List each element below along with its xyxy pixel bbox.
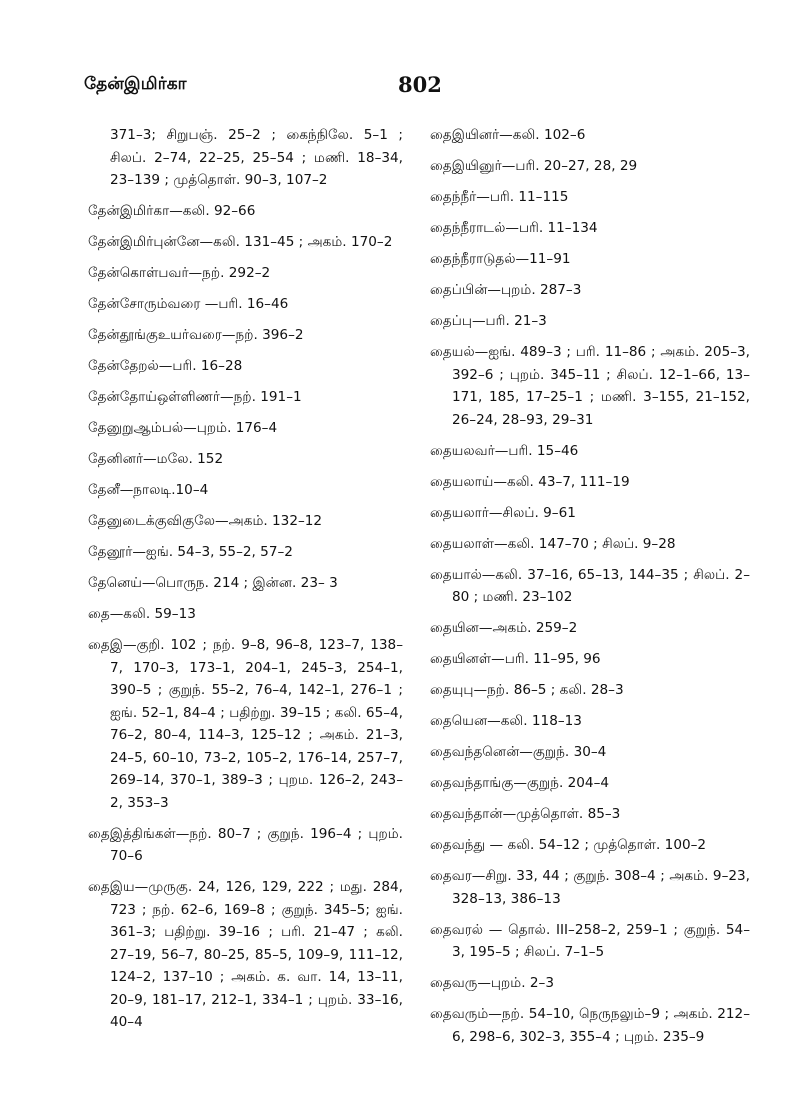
index-entry: தை—கலி. 59–13 xyxy=(88,606,196,622)
index-entry: தைவர—சிறு. 33, 44 ; குறுந். 308–4 ; அகம். 9–23, 328–13, 386–13 xyxy=(430,868,750,907)
page-number: 802 xyxy=(398,72,442,97)
index-entry: தேனுறுஆம்பல்—புறம். 176–4 xyxy=(88,420,278,436)
index-entry: தேனெய்—பொருந. 214 ; இன்ன. 23– 3 xyxy=(88,575,338,591)
index-entry: தைந்நீராடல்—பரி. 11–134 xyxy=(430,220,598,236)
right-column xyxy=(430,124,750,1057)
index-entry: தேனுடைக்குவிகுலே—அகம். 132–12 xyxy=(88,513,323,529)
index-entry: தைந்நீராடுதல்—11–91 xyxy=(430,251,571,267)
index-entry: 371–3; சிறுபஞ். 25–2 ; கைந்நிலே. 5–1 ; சிலப். 2–74, 22–25, 25–54 ; மணி. 18–34, 23–139 ; முத்தொள். 90–3, 107–2 xyxy=(110,127,403,188)
index-entry: தையின—அகம். 259–2 xyxy=(430,620,578,636)
index-entry: தையலாய்—கலி. 43–7, 111–19 xyxy=(430,473,630,490)
index-entry: தேன்தேறல்—பரி. 16–28 xyxy=(88,358,243,374)
index-entry: தைப்பின்—புறம். 287–3 xyxy=(430,282,582,298)
index-entry: தேன்இமிர்புன்னே—கலி. 131–45 ; அகம். 170–2 xyxy=(88,234,393,250)
index-entry: தையலவர்—பரி. 15–46 xyxy=(430,442,579,459)
index-entry: தைஇய—முருகு. 24, 126, 129, 222 ; மது. 284, 723 ; நற். 62–6, 169–8 ; குறுந். 345–5; ஐங். 361–3; பதிற்று. 39–16 ; பரி. 21–47 ; கலி. 27–19, 56–7, 80–25, 85–5, 109–9, 111–12, 124–2, 137–10 ; அகம். க. வா. 14, 13–11, 20–9, 181–17, 212–1, 334–1 ; புறம். 33–16, 40–4 xyxy=(88,879,403,1030)
index-entry: தைவந்தனென்—குறுந். 30–4 xyxy=(430,744,607,760)
index-entry: தையல்—ஐங். 489–3 ; பரி. 11–86 ; அகம். 205–3, 392–6 ; புறம். 345–11 ; சிலப். 12–1–66, 13–171, 185, 17–25–1 ; மணி. 3–155, 21–152, 26–24, 28–93, 29–31 xyxy=(430,344,750,428)
index-entry: தைவந்தான்—முத்தொள். 85–3 xyxy=(430,806,621,822)
index-entry: தைஇத்திங்கள்—நற். 80–7 ; குறுந். 196–4 ; புறம். 70–6 xyxy=(88,825,403,864)
index-entry: தைவந்தாங்கு—குறுந். 204–4 xyxy=(430,775,610,791)
index-entry: தைஇயினுர்—பரி. 20–27, 28, 29 xyxy=(430,158,638,174)
index-entry: தைந்நீர்—பரி. 11–115 xyxy=(430,189,569,205)
index-entry: தேன்சோரும்வரை —பரி. 16–46 xyxy=(88,296,289,312)
index-entry: தைப்பு—பரி. 21–3 xyxy=(430,313,547,329)
index-entry: தையால்—கலி. 37–16, 65–13, 144–35 ; சிலப். 2–80 ; மணி. 23–102 xyxy=(430,566,750,605)
left-column xyxy=(88,124,403,1042)
running-head: தேன்இமிர்கா xyxy=(84,74,187,94)
index-entry: தேனினர்—மலே. 152 xyxy=(88,451,224,467)
index-entry: தையென—கலி. 118–13 xyxy=(430,713,582,729)
index-entry: தையலார்—சிலப். 9–61 xyxy=(430,504,576,521)
index-entry: தைஇயினர்—கலி. 102–6 xyxy=(430,127,586,143)
index-entry: தைவரும்—நற். 54–10, நெருநலும்–9 ; அகம். 212–6, 298–6, 302–3, 355–4 ; புறம். 235–9 xyxy=(430,1006,750,1045)
index-entry: தேன்கொள்பவர்—நற். 292–2 xyxy=(88,265,271,281)
index-entry: தையுபு—நற். 86–5 ; கலி. 28–3 xyxy=(430,682,624,698)
index-entry: தைவரு—புறம். 2–3 xyxy=(430,975,554,991)
index-entry: தேன்தூங்குஉயர்வரை—நற். 396–2 xyxy=(88,327,304,343)
index-entry: தேனூர்—ஐங். 54–3, 55–2, 57–2 xyxy=(88,544,293,560)
index-entry: தைவரல் — தொல். III–258–2, 259–1 ; குறுந். 54–3, 195–5 ; சிலப். 7–1–5 xyxy=(430,921,750,960)
index-entry: தைஇ—குறி. 102 ; நற். 9–8, 96–8, 123–7, 138–7, 170–3, 173–1, 204–1, 245–3, 254–1, 390–5 ; குறுந். 55–2, 76–4, 142–1, 276–1 ; ஐங். 52–1, 84–4 ; பதிற்று. 39–15 ; கலி. 65–4, 76–2, 80–4, 114–3, 125–12 ; அகம். 21–3, 24–5, 60–10, 73–2, 105–2, 176–14, 257–7, 269–14, 370–1, 389–3 ; புறம. 126–2, 243–2, 353–3 xyxy=(88,637,403,811)
index-entry: தேனீ—நாலடி.10–4 xyxy=(88,482,209,498)
index-entry: தையினள்—பரி. 11–95, 96 xyxy=(430,651,601,667)
index-entry: தேன்இமிர்கா—கலி. 92–66 xyxy=(88,203,256,219)
index-entry: தைவந்து — கலி. 54–12 ; முத்தொள். 100–2 xyxy=(430,837,707,853)
index-entry: தேன்தோய்ஒள்ளிணர்—நற். 191–1 xyxy=(88,389,302,405)
index-entry: தையலாள்—கலி. 147–70 ; சிலப். 9–28 xyxy=(430,535,676,552)
